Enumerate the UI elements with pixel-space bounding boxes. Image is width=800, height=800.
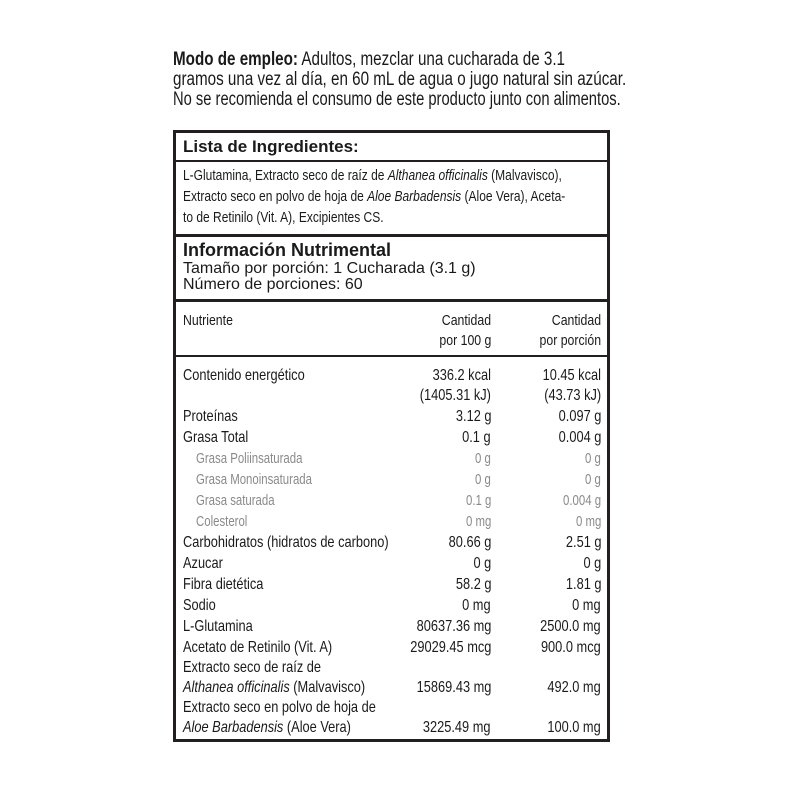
nutrient-subrow: Colesterol 0 mg 0 mg bbox=[196, 513, 601, 530]
header-per-portion: Cantidad por porción bbox=[539, 312, 601, 349]
usage-line-3 bbox=[173, 89, 621, 110]
nutrient-row: Acetato de Retinilo (Vit. A) 29029.45 mcg 900.0 mcg bbox=[183, 639, 601, 656]
servings-count: Número de porciones: 60 bbox=[183, 276, 363, 293]
nutrient-subrow: Grasa Monoinsaturada 0 g 0 g bbox=[196, 471, 601, 488]
extract-row-2-label: Extracto seco en polvo de hoja de bbox=[183, 699, 376, 716]
value-per-100g: (1405.31 kJ) bbox=[419, 387, 491, 404]
usage-text-2: gramos una vez al día, en 60 mL de agua o jugo natural sin azúcar. bbox=[173, 69, 627, 90]
serving-size: Tamaño por porción: 1 Cucharada (3.1 g) bbox=[183, 260, 476, 277]
value-per-100g: 336.2 kcal bbox=[432, 367, 491, 384]
divider bbox=[176, 355, 607, 357]
usage-text-3: No se recomienda el consumo de este producto junto con alimentos. bbox=[173, 89, 621, 110]
divider bbox=[176, 234, 607, 237]
nutrient-row: L-Glutamina 80637.36 mg 2500.0 mg bbox=[183, 618, 601, 635]
value-per-portion: (43.73 kJ) bbox=[544, 387, 601, 404]
nutrient-subrow: Grasa Poliinsaturada 0 g 0 g bbox=[196, 450, 601, 467]
extract-row-1-label: Extracto seco de raíz de bbox=[183, 659, 322, 676]
ingredients-line-1: L-Glutamina, Extracto seco de raíz de Althanea officinalis (Malvavisco), bbox=[183, 167, 562, 184]
extract-row-1: Althanea officinalis (Malvavisco) 15869.43 mg 492.0 mg bbox=[183, 679, 601, 696]
header-per-100g: Cantidad por 100 g bbox=[439, 312, 491, 349]
nutrient-row: Proteínas 3.12 g 0.097 g bbox=[183, 408, 601, 425]
divider bbox=[176, 160, 607, 162]
ingredients-line-2: Extracto seco en polvo de hoja de Aloe Barbadensis (Aloe Vera), Aceta- bbox=[183, 188, 566, 205]
nutrient-row: Azucar 0 g 0 g bbox=[183, 555, 601, 572]
extract-row-2: Aloe Barbadensis (Aloe Vera) 3225.49 mg 100.0 mg bbox=[183, 719, 601, 736]
nutrient-row: Grasa Total 0.1 g 0.004 g bbox=[183, 429, 601, 446]
nutrient-row: Fibra dietética 58.2 g 1.81 g bbox=[183, 576, 601, 593]
nutrition-panel bbox=[173, 130, 610, 742]
divider bbox=[176, 299, 607, 302]
energy-kj-row bbox=[176, 385, 607, 406]
usage-text-1: Adultos, mezclar una cucharada de 3.1 bbox=[301, 49, 565, 70]
nutrient-subrow: Grasa saturada 0.1 g 0.004 g bbox=[196, 492, 601, 509]
usage-instructions bbox=[173, 49, 627, 110]
usage-line-1 bbox=[173, 50, 613, 70]
value-per-portion: 10.45 kcal bbox=[542, 367, 601, 384]
nutrient-row: Sodio 0 mg 0 mg bbox=[183, 597, 601, 614]
header-nutrient: Nutriente bbox=[183, 312, 233, 329]
nutrition-title: Información Nutrimental bbox=[183, 240, 392, 260]
energy-row bbox=[176, 365, 607, 386]
ingredients-title: Lista de Ingredientes: bbox=[183, 137, 359, 156]
usage-label: Modo de empleo: bbox=[173, 49, 298, 70]
nutrient-row: Carbohidratos (hidratos de carbono) 80.66 g 2.51 g bbox=[183, 534, 601, 551]
ingredients-line-3: to de Retinilo (Vit. A), Excipientes CS. bbox=[183, 209, 384, 226]
nutrient-name: Contenido energético bbox=[183, 367, 305, 384]
usage-line-2 bbox=[173, 69, 627, 90]
